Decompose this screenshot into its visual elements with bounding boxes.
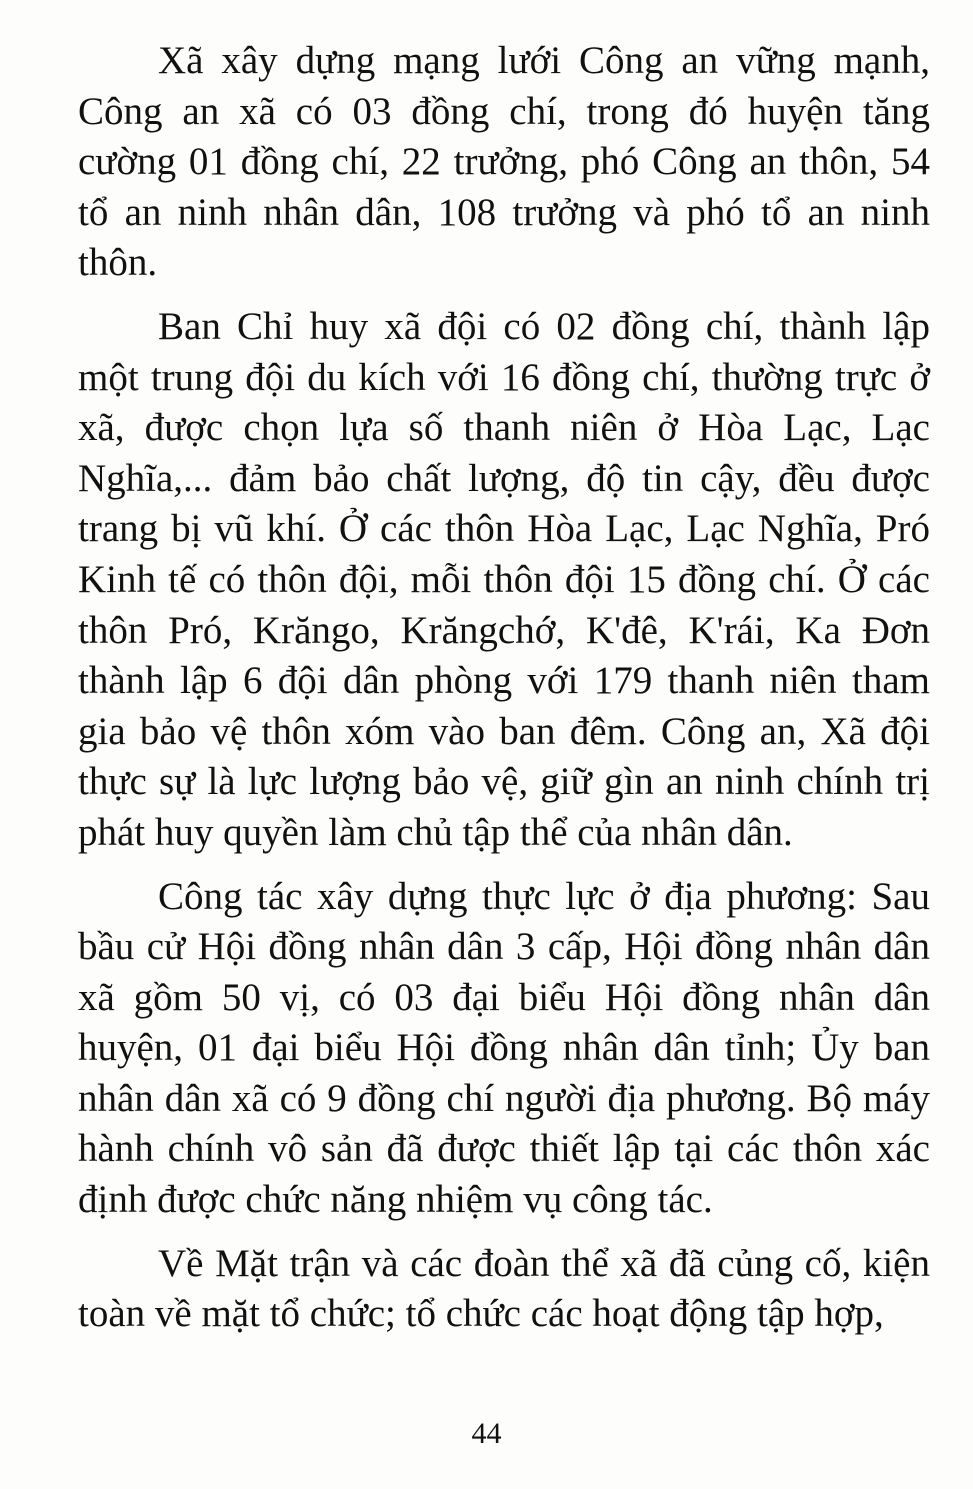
paragraph-militia: Ban Chỉ huy xã đội có 02 đồng chí, thành lập một trung đội du kích với 16 đồng chí, thường trực ở xã, được chọn lựa số thanh niên ở Hòa Lạc, Lạc Nghĩa,... đảm bảo chất lượng, độ tin cậy, đều được trang bị vũ khí. Ở các thôn Hòa Lạc, Lạc Nghĩa, Pró Kinh tế có thôn đội, mỗi thôn đội 15 đồng chí. Ở các thôn Pró, Krăngo, Krăngchớ, K'đê, K'rái, Ka Đơn thành lập 6 đội dân phòng với 179 thanh niên tham gia bảo vệ thôn xóm vào ban đêm. Công an, Xã đội thực sự là lực lượng bảo vệ, giữ gìn an ninh chính trị phát huy quyền làm chủ tập thể của nhân dân. (78, 304, 930, 854)
paragraph-front-organizations: Về Mặt trận và các đoàn thể xã đã củng cố, kiện toàn về mặt tổ chức; tổ chức các hoạt động tập hợp, (78, 1241, 930, 1336)
paragraph-police-network: Xã xây dựng mạng lưới Công an vững mạnh, Công an xã có 03 đồng chí, trong đó huyện tăng cường 01 đồng chí, 22 trưởng, phó Công an thôn, 54 tổ an ninh nhân dân, 108 trưởng và phó tổ an ninh thôn. (78, 39, 930, 285)
paragraph-local-government: Công tác xây dựng thực lực ở địa phương: Sau bầu cử Hội đồng nhân dân 3 cấp, Hội đồng nhân dân xã gồm 50 vị, có 03 đại biểu Hội đồng nhân dân huyện, 01 đại biểu Hội đồng nhân dân tỉnh; Ủy ban nhân dân xã có 9 đồng chí người địa phương. Bộ máy hành chính vô sản đã được thiết lập tại các thôn xác định được chức năng nhiệm vụ công tác. (78, 874, 930, 1222)
body-text (78, 36, 930, 1353)
page-number: 44 (471, 1417, 502, 1450)
